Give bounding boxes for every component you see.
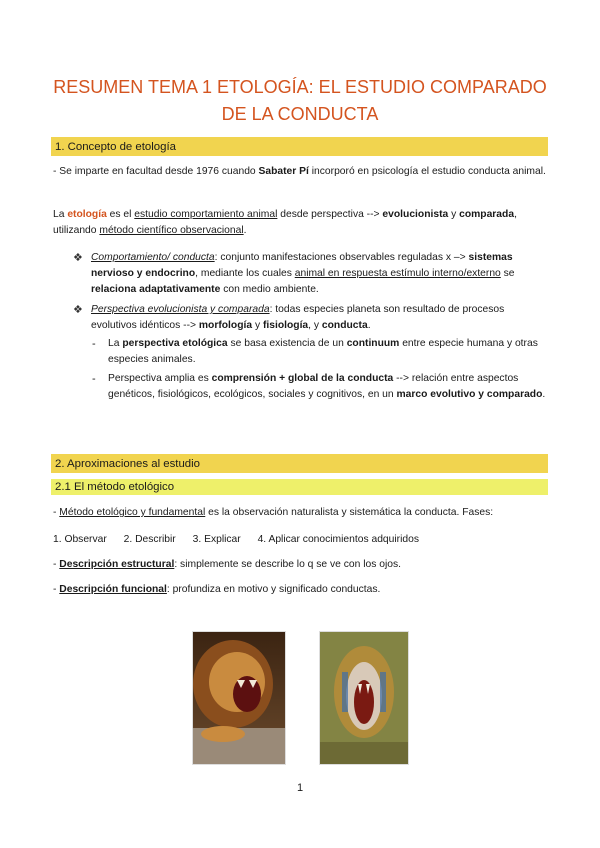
metodo-etologico-paragraph: - Método etológico y fundamental es la observación naturalista y sistemática la conducta. Fases: xyxy=(53,507,494,518)
section-1-heading: 1. Concepto de etología xyxy=(51,137,548,156)
section-1-paragraph-2: La etología es el estudio comportamiento animal desde perspectiva --> evolucionista y comparada, utilizando método científico observacional. xyxy=(53,209,517,236)
diamond-bullet-icon: ❖ xyxy=(73,252,83,264)
dash-item-perspectiva-amplia: Perspectiva amplia es comprensión + global de la conducta --> relación entre aspectos genéticos, fisiológicos, ecológicos, sociales y cognitivos, en un marco evolutivo y comparado. xyxy=(108,373,546,400)
phase-item: 1. Observar xyxy=(53,534,107,545)
dash-bullet: - xyxy=(92,338,96,350)
etologia-term: etología xyxy=(67,209,107,220)
section-2-1-heading: 2.1 El método etológico xyxy=(51,479,548,495)
phase-item: 3. Explicar xyxy=(192,534,241,545)
page-number: 1 xyxy=(296,782,304,794)
mandrill-illustration xyxy=(320,632,408,764)
section-2-heading: 2. Aproximaciones al estudio xyxy=(51,454,548,473)
bullet-comportamiento: Comportamiento/ conducta: conjunto manifestaciones observables reguladas x –> sistemas nervioso y endocrino, mediante los cuales animal en respuesta estímulo interno/externo se relaciona adaptativamente con medio ambiente. xyxy=(91,252,515,295)
descripcion-funcional: - Descripción funcional: profundiza en motivo y significado conductas. xyxy=(53,584,381,595)
lion-roaring-photo xyxy=(192,631,286,765)
lion-illustration xyxy=(193,632,285,764)
phase-item: 4. Aplicar conocimientos adquiridos xyxy=(257,534,419,545)
diamond-bullet-icon: ❖ xyxy=(73,304,83,316)
descripcion-estructural: - Descripción estructural: simplemente se describe lo q se ve con los ojos. xyxy=(53,559,401,570)
document-title xyxy=(40,74,560,128)
bullet-perspectiva: Perspectiva evolucionista y comparada: todas especies planeta son resultado de procesos evolutivos idénticos --> morfología y fisiología, y conducta. xyxy=(91,304,505,331)
title-line-1: RESUMEN TEMA 1 ETOLOGÍA: EL ESTUDIO COMPARADO xyxy=(53,77,547,97)
title-line-2: DE LA CONDUCTA xyxy=(221,104,379,124)
dash-bullet: - xyxy=(92,373,96,385)
dash-item-etologica: La perspectiva etológica se basa existencia de un continuum entre especie humana y otras especies animales. xyxy=(108,338,538,365)
section-1-paragraph-1: - Se imparte en facultad desde 1976 cuando Sabater Pí incorporó en psicología el estudio conducta animal. xyxy=(53,166,546,177)
phase-item: 2. Describir xyxy=(123,534,176,545)
phases-list xyxy=(53,532,433,548)
mandrill-yawning-photo xyxy=(319,631,409,765)
